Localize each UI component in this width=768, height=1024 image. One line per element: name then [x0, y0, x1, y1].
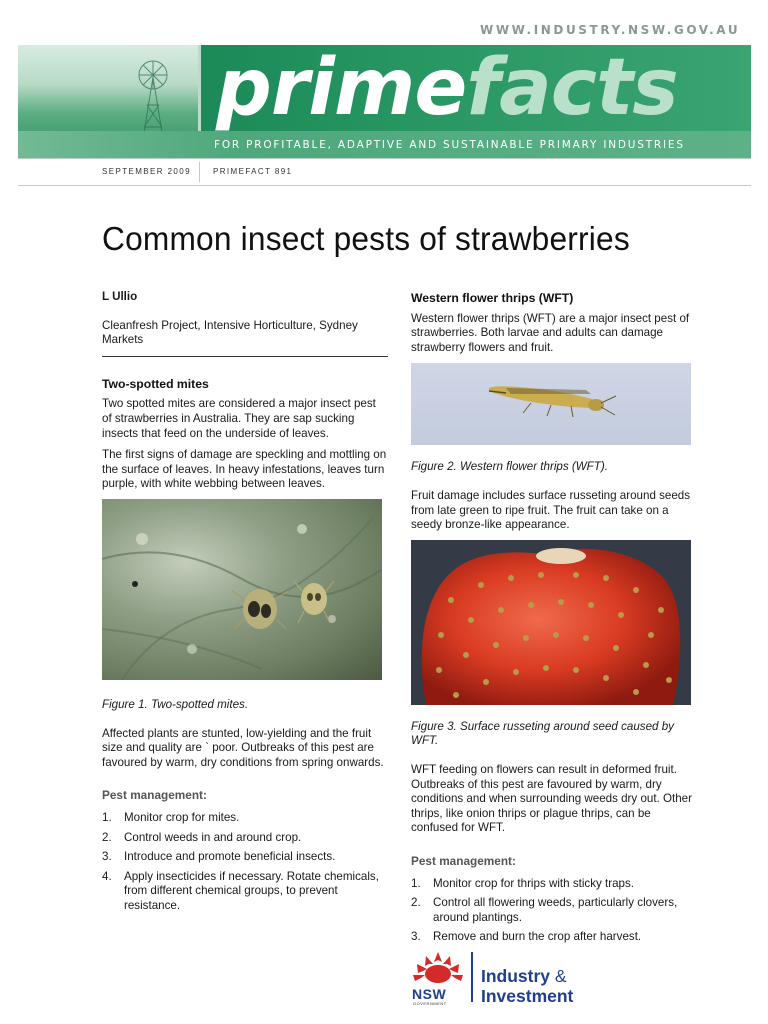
list-item: 1. Monitor crop for thrips with sticky traps. — [411, 876, 635, 890]
logo-nsw-text: NSW — [412, 986, 447, 1002]
meta-divider — [199, 162, 200, 182]
right-column — [411, 291, 693, 950]
logo-industry-text: Industry & — [481, 966, 567, 986]
logo-divider — [471, 952, 473, 1002]
section-heading-mites: Two-spotted mites — [102, 376, 209, 391]
wft-paragraph-1: Western flower thrips (WFT) are a major insect pest of strawberries. Both larvae and adults can damage strawberry flowers and fruit. — [411, 311, 690, 354]
mites-paragraph-3: Affected plants are stunted, low-yielding and the fruit size and quality are ` poor. Outbreaks of this pest are favoured by warm, dry conditions from spring onwards. — [102, 726, 384, 769]
logo-government-text: GOVERNMENT — [413, 1001, 447, 1006]
pest-management-heading-wft: Pest management: — [411, 853, 516, 868]
strawberry-illustration — [411, 540, 691, 705]
figure3-caption: Figure 3. Surface russeting around seed caused by WFT. — [411, 719, 674, 748]
wordmark-prime: prime — [216, 45, 467, 133]
mites-paragraph-1: Two spotted mites are considered a major insect pest of strawberries in Australia. They are sap sucking insects that feed on the underside of leaves. — [102, 397, 376, 440]
nsw-industry-investment-logo — [409, 948, 584, 1006]
primefacts-banner — [18, 45, 751, 158]
primefact-number: PRIMEFACT 891 — [213, 167, 293, 176]
wft-paragraph-2: Fruit damage includes surface russeting around seeds from late green to ripe fruit. The fruit can take on a seedy bronze-like appearance. — [411, 488, 691, 532]
figure2-thrips-photo — [411, 363, 691, 445]
mites-paragraph-2: The first signs of damage are speckling and mottling on the surface of leaves. In heavy infestations, leaves turn purple, with white webbing between leaves. — [102, 448, 387, 491]
list-item: 3. Introduce and promote beneficial insects. — [102, 850, 336, 864]
meta-rule-bottom — [18, 185, 751, 186]
website-url: WWW.INDUSTRY.NSW.GOV.AU — [480, 23, 741, 37]
author-affiliation: Cleanfresh Project, Intensive Horticulture, Sydney Markets — [102, 318, 358, 347]
meta-rule-top — [18, 158, 751, 159]
banner-tagline: FOR PROFITABLE, ADAPTIVE AND SUSTAINABLE PRIMARY INDUSTRIES — [214, 139, 685, 151]
wft-management-list — [411, 877, 693, 945]
figure1-caption: Figure 1. Two-spotted mites. — [102, 697, 249, 711]
author-divider — [102, 356, 388, 357]
left-column — [102, 290, 388, 918]
mites-illustration — [102, 499, 382, 680]
page-title: Common insect pests of strawberries — [102, 220, 630, 257]
logo-investment-text: Investment — [481, 986, 574, 1006]
section-heading-wft: Western flower thrips (WFT) — [411, 291, 574, 305]
primefacts-wordmark — [216, 45, 678, 133]
mites-management-list — [102, 811, 388, 914]
list-item: 1. Monitor crop for mites. — [102, 810, 240, 824]
figure2-caption: Figure 2. Western flower thrips (WFT). — [411, 460, 608, 474]
wft-paragraph-3: WFT feeding on flowers can result in deformed fruit. Outbreaks of this pest are favoured by warm, dry conditions and when surrounding weeds dry out. Other thrips, like onion thrips or plague thrips, can be confused for WFT. — [411, 762, 692, 835]
thrips-illustration — [411, 363, 691, 445]
wordmark-facts: facts — [466, 45, 678, 133]
publication-date: SEPTEMBER 2009 — [102, 167, 191, 176]
author-name: L Ullio — [102, 290, 138, 303]
pest-management-heading-mites: Pest management: — [102, 788, 207, 803]
figure1-mites-photo — [102, 499, 382, 680]
waratah-flower-icon — [409, 948, 467, 986]
list-item: 2. Control all flowering weeds, particularly clovers, around plantings. — [411, 896, 678, 924]
list-item: 2. Control weeds in and around crop. — [102, 830, 302, 844]
figure3-strawberry-photo — [411, 540, 691, 705]
list-item: 3. Remove and burn the crop after harvest. — [411, 930, 642, 944]
list-item: 4. Apply insecticides if necessary. Rotate chemicals, from different chemical groups, to prevent resistance. — [102, 869, 379, 912]
